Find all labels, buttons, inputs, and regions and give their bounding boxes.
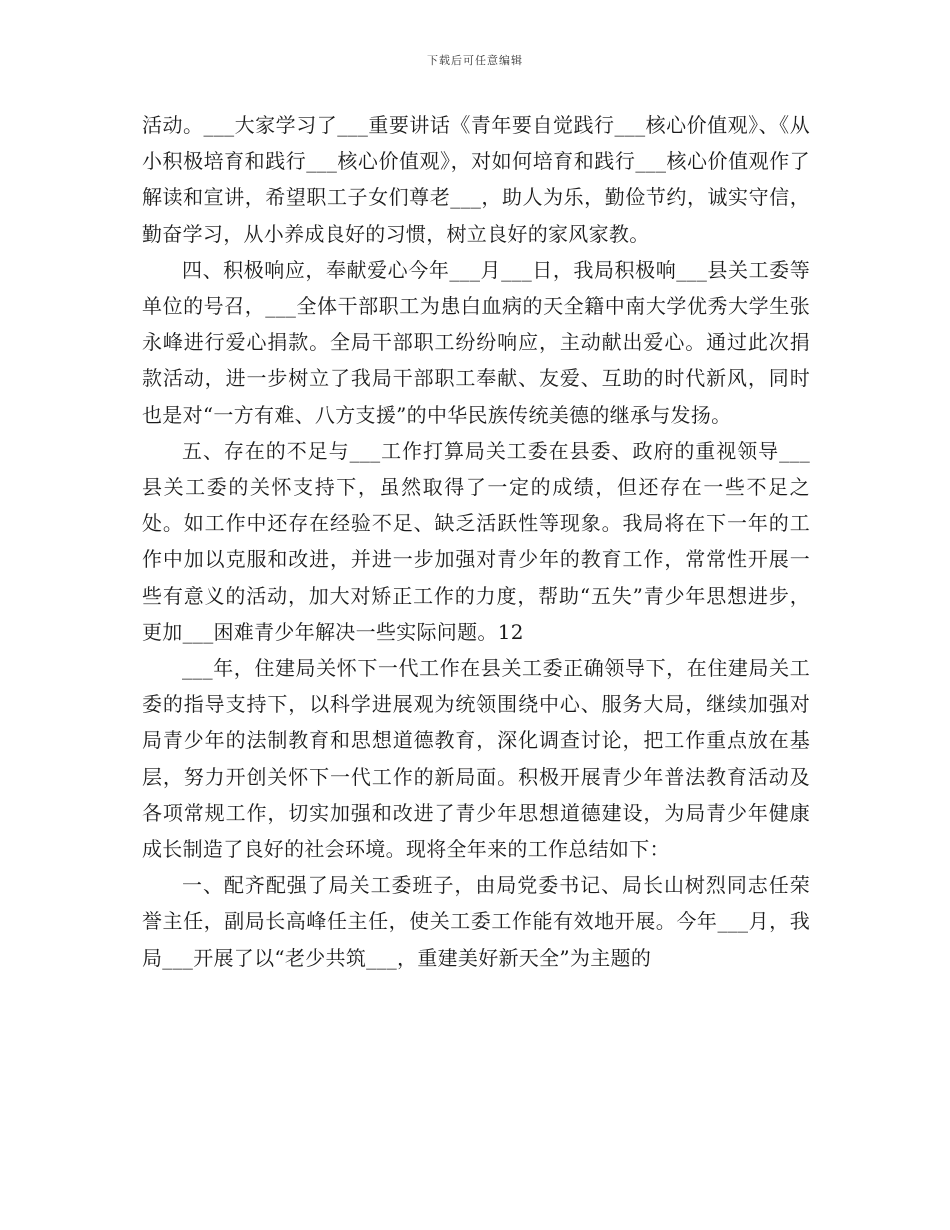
paragraph-activity-study: 活动。___大家学习了___重要讲话《青年要自觉践行___核心价值观》、《从小积极培育和践行___核心价值观》，对如何培育和践行___核心价值观作了解读和宣讲，希望职工子女们尊老___，助人为乐，勤俭节约，诚实守信，勤奋学习，从小养成良好的习惯，树立良好的家风家教。 xyxy=(142,113,810,246)
paragraph-section-one-committee: 一、配齐配强了局关工委班子，由局党委书记、局长山树烈同志任荣誉主任，副局长高峰任主任，使关工委工作能有效地开展。今年___月，我局___开展了以“老少共筑___，重建美好新天全”为主题的 xyxy=(142,873,810,970)
paragraph-section-five-shortcomings: 五、存在的不足与___工作打算局关工委在县委、政府的重视领导___县关工委的关怀支持下，虽然取得了一定的成绩，但还存在一些不足之处。如工作中还存在经验不足、缺乏活跃性等现象。我局将在下一年的工作中加以克服和改进，并进一步加强对青少年的教育工作，常常性开展一些有意义的活动，加大对矫正工作的力度，帮助“五失”青少年思想进步，更加___困难青少年解决一些实际问题。12 xyxy=(142,438,810,644)
paragraph-annual-summary-intro: ___年，住建局关怀下一代工作在县关工委正确领导下，在住建局关工委的指导支持下，以科学进展观为统领围绕中心、服务大局，继续加强对局青少年的法制教育和思想道德教育，深化调查讨论，把工作重点放在基层，努力开创关怀下一代工作的新局面。积极开展青少年普法教育活动及各项常规工作，切实加强和改进了青少年思想道德建设，为局青少年健康成长制造了良好的社会环境。现将全年来的工作总结如下： xyxy=(142,656,810,862)
document-body xyxy=(142,107,810,976)
paragraph-section-four-donation: 四、积极响应，奉献爱心今年___月___日，我局积极响___县关工委等单位的号召，___全体干部职工为患白血病的天全籍中南大学优秀大学生张永峰进行爱心捐款。全局干部职工纷纷响应，主动献出爱心。通过此次捐款活动，进一步树立了我局干部职工奉献、友爱、互助的时代新风，同时也是对“一方有难、八方支援”的中华民族传统美德的继承与发扬。 xyxy=(142,257,810,427)
page-header-note: 下载后可任意编辑 xyxy=(427,54,523,67)
